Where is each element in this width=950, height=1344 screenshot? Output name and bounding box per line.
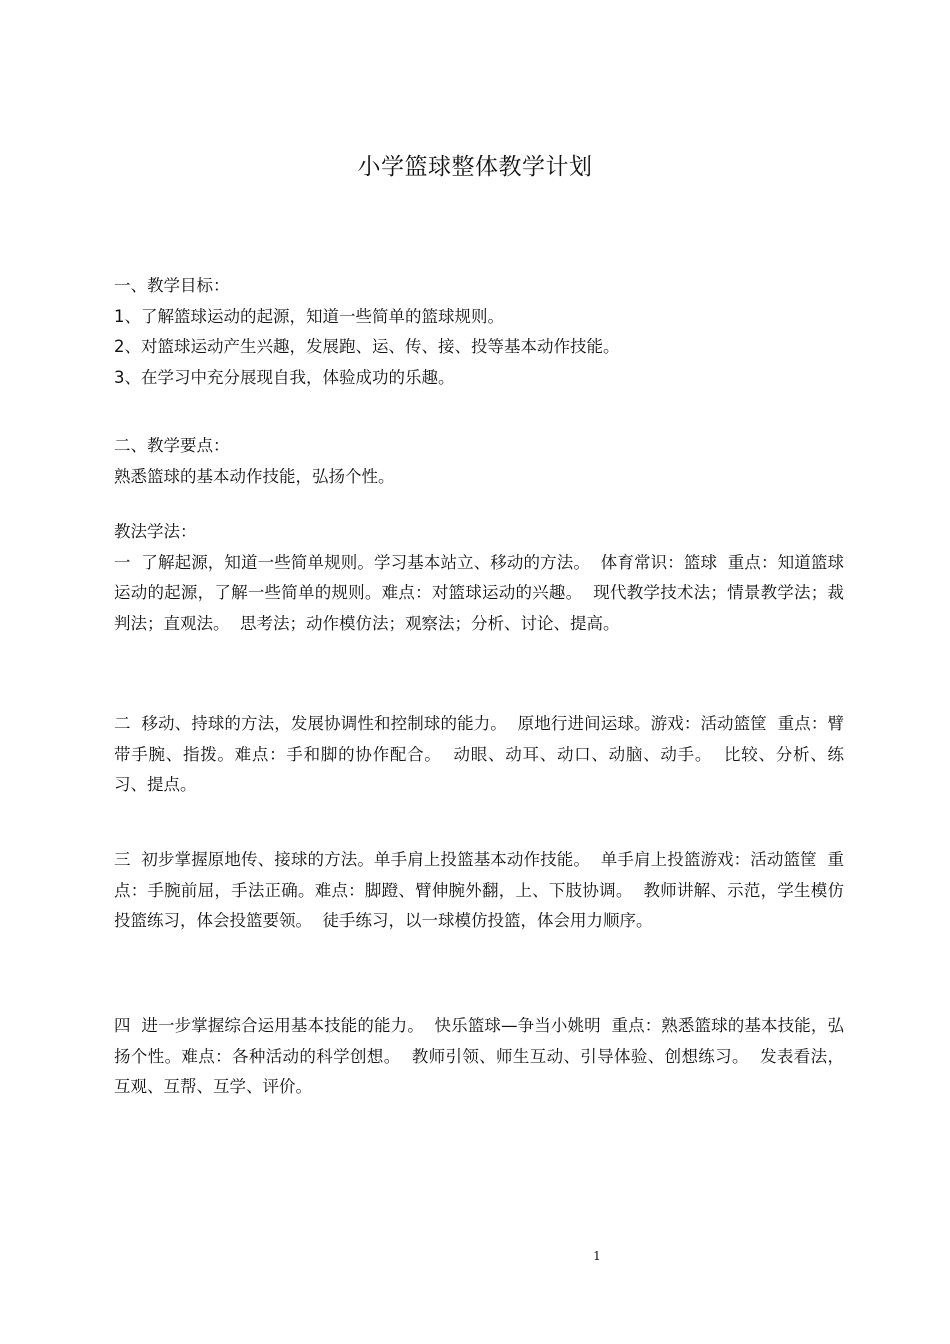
page-number: 1 — [593, 1249, 601, 1263]
lesson-paragraph: 二 移动、持球的方法，发展协调性和控制球的能力。 原地行进间运球。游戏：活动篮筐 重点：臂带手腕、指拨。难点：手和脚的协作配合。 动眼、动耳、动口、动脑、动手。 比较、分析、练习、提点。 — [114, 714, 844, 794]
section-teaching-goals — [114, 271, 844, 393]
page-title: 小学篮球整体教学计划 — [357, 154, 593, 180]
section-heading: 教法学法： — [114, 522, 197, 541]
lesson-paragraph: 三 初步掌握原地传、接球的方法。单手肩上投篮基本动作技能。 单手肩上投篮游戏：活动篮筐 重点：手腕前屈，手法正确。难点：脚蹬、臂伸腕外翻，上、下肢协调。 教师讲解、示范，学生模仿投篮练习，体会投篮要领。 徒手练习，以一球模仿投篮，体会用力顺序。 — [114, 850, 844, 930]
section-text: 熟悉篮球的基本动作技能，弘扬个性。 — [114, 466, 395, 486]
lesson-four — [114, 1011, 844, 1103]
lesson-three — [114, 845, 844, 937]
goal-item: 3、在学习中充分展现自我，体验成功的乐趣。 — [114, 367, 455, 387]
section-heading: 二、教学要点： — [114, 436, 230, 455]
goal-item: 2、对篮球运动产生兴趣，发展跑、运、传、接、投等基本动作技能。 — [114, 337, 620, 356]
section-heading: 一、教学目标： — [114, 276, 230, 295]
goal-item: 1、了解篮球运动的起源，知道一些简单的篮球规则。 — [114, 306, 504, 326]
lesson-paragraph: 四 进一步掌握综合运用基本技能的能力。 快乐篮球—争当小姚明 重点：熟悉篮球的基本技能，弘扬个性。难点：各种活动的科学创想。 教师引领、师生互动、引导体验、创想练习。 发表看法，互观、互帮、互学、评价。 — [114, 1016, 844, 1096]
section-methods — [114, 517, 844, 639]
lesson-paragraph: 一 了解起源，知道一些简单规则。学习基本站立、移动的方法。 体育常识：篮球 重点：知道篮球运动的起源，了解一些简单的规则。难点：对篮球运动的兴趣。 现代教学技术法；情景教学法；裁判法；直观法。 思考法；动作模仿法；观察法；分析、讨论、提高。 — [114, 552, 844, 633]
lesson-two — [114, 709, 844, 801]
section-teaching-points — [114, 431, 844, 492]
